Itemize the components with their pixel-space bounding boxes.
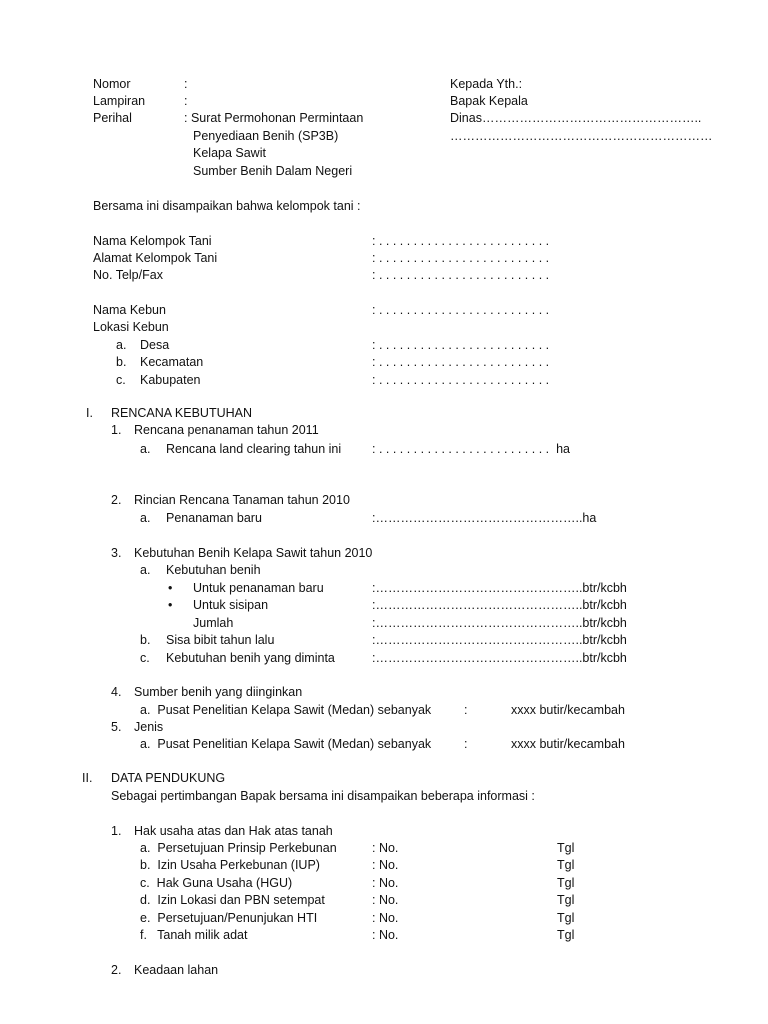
section2-title: DATA PENDUKUNG: [111, 771, 226, 785]
telp-value: : . . . . . . . . . . . . . . . . . . . . . . . . .: [372, 268, 550, 282]
item3a-marker: a.: [140, 563, 151, 577]
hak-row-tgl: Tgl: [557, 876, 575, 890]
hak-row-label: d. Izin Lokasi dan PBN setempat: [140, 893, 325, 907]
kepada-line4: ………………………………………………………: [450, 129, 713, 143]
hak-row-tgl: Tgl: [557, 911, 575, 925]
item4a-colon: :: [464, 703, 468, 717]
item5a-colon: :: [464, 737, 468, 751]
hak-row-tgl: Tgl: [557, 858, 575, 872]
hak-row-no: : No.: [372, 876, 399, 890]
item2a-value: :…………………………………………..ha: [372, 511, 597, 525]
nama-kelompok-label: Nama Kelompok Tani: [93, 234, 212, 248]
item3b-marker: b.: [140, 633, 151, 647]
item3-text: Kebutuhan Benih Kelapa Sawit tahun 2010: [134, 546, 373, 560]
hak-row-label: b. Izin Usaha Perkebunan (IUP): [140, 858, 320, 872]
perihal-line1: : Surat Permohonan Permintaan: [184, 111, 364, 125]
lampiran-colon: :: [184, 94, 188, 108]
item4a-text: a. Pusat Penelitian Kelapa Sawit (Medan) sebanyak: [140, 703, 432, 717]
item2-text: Rincian Rencana Tanaman tahun 2010: [134, 493, 350, 507]
lampiran-label: Lampiran: [93, 94, 146, 108]
hak-heading: Hak usaha atas dan Hak atas tanah: [134, 824, 333, 838]
section2-intro: Sebagai pertimbangan Bapak bersama ini disampaikan beberapa informasi :: [111, 789, 535, 803]
item3a1-value: :…………………………………………..btr/kcbh: [372, 581, 627, 595]
item4-number: 4.: [111, 685, 122, 699]
alamat-kelompok-value: : . . . . . . . . . . . . . . . . . . . . . . . . .: [372, 251, 550, 265]
item3a3-text: Jumlah: [193, 616, 234, 630]
item3c-value: :…………………………………………..btr/kcbh: [372, 651, 627, 665]
nama-kebun-value: : . . . . . . . . . . . . . . . . . . . . . . . . .: [372, 303, 550, 317]
kabupaten-value: : . . . . . . . . . . . . . . . . . . . . . . . . .: [372, 373, 550, 387]
perihal-line2: Penyediaan Benih (SP3B): [193, 129, 339, 143]
item2a-text: Penanaman baru: [166, 511, 262, 525]
kecamatan-label: Kecamatan: [140, 355, 204, 369]
item5a-value: xxxx butir/kecambah: [511, 737, 625, 751]
lokasi-kebun-label: Lokasi Kebun: [93, 320, 169, 334]
item3a1-text: Untuk penanaman baru: [193, 581, 324, 595]
item4-text: Sumber benih yang diinginkan: [134, 685, 303, 699]
item1-text: Rencana penanaman tahun 2011: [134, 423, 319, 437]
item2a-marker: a.: [140, 511, 151, 525]
item1a-marker: a.: [140, 442, 151, 456]
item3a2-value: :…………………………………………..btr/kcbh: [372, 598, 627, 612]
item3-number: 3.: [111, 546, 122, 560]
kecamatan-value: : . . . . . . . . . . . . . . . . . . . . . . . . .: [372, 355, 550, 369]
item5a-text: a. Pusat Penelitian Kelapa Sawit (Medan) sebanyak: [140, 737, 432, 751]
nama-kelompok-value: : . . . . . . . . . . . . . . . . . . . . . . . . .: [372, 234, 550, 248]
section1-number: I.: [86, 406, 93, 420]
item1a-text: Rencana land clearing tahun ini: [166, 442, 342, 456]
desa-marker: a.: [116, 338, 127, 352]
hak-row-label: a. Persetujuan Prinsip Perkebunan: [140, 841, 337, 855]
item1-number: 1.: [111, 423, 122, 437]
kabupaten-marker: c.: [116, 373, 126, 387]
item3a-text: Kebutuhan benih: [166, 563, 261, 577]
kepada-line2: Bapak Kepala: [450, 94, 528, 108]
kecamatan-marker: b.: [116, 355, 127, 369]
item3a2-text: Untuk sisipan: [193, 598, 269, 612]
hak-row-no: : No.: [372, 928, 399, 942]
hak-row-tgl: Tgl: [557, 928, 575, 942]
perihal-line4: Sumber Benih Dalam Negeri: [193, 164, 353, 178]
hak-row-tgl: Tgl: [557, 893, 575, 907]
item3b-value: :…………………………………………..btr/kcbh: [372, 633, 627, 647]
section2-number: II.: [82, 771, 93, 785]
hak-row-no: : No.: [372, 911, 399, 925]
hak-row-no: : No.: [372, 841, 399, 855]
item3c-text: Kebutuhan benih yang diminta: [166, 651, 335, 665]
section1-title: RENCANA KEBUTUHAN: [111, 406, 252, 420]
item4a-value: xxxx butir/kecambah: [511, 703, 625, 717]
perihal-label: Perihal: [93, 111, 132, 125]
hak-row-no: : No.: [372, 858, 399, 872]
item3c-marker: c.: [140, 651, 150, 665]
nomor-colon: :: [184, 77, 188, 91]
kepada-line3: Dinas……………………………………………..: [450, 111, 702, 125]
hak-row-no: : No.: [372, 893, 399, 907]
item5-text: Jenis: [134, 720, 164, 734]
perihal-line3: Kelapa Sawit: [193, 146, 266, 160]
hak-row-label: e. Persetujuan/Penunjukan HTI: [140, 911, 318, 925]
hak-number: 1.: [111, 824, 122, 838]
item3a3-value: :…………………………………………..btr/kcbh: [372, 616, 627, 630]
intro-text: Bersama ini disampaikan bahwa kelompok tani :: [93, 199, 361, 213]
keadaan-heading: Keadaan lahan: [134, 963, 219, 977]
desa-value: : . . . . . . . . . . . . . . . . . . . . . . . . .: [372, 338, 550, 352]
nomor-label: Nomor: [93, 77, 131, 91]
kepada-line1: Kepada Yth.:: [450, 77, 523, 91]
hak-row-label: c. Hak Guna Usaha (HGU): [140, 876, 293, 890]
kabupaten-label: Kabupaten: [140, 373, 201, 387]
item1a-value: : . . . . . . . . . . . . . . . . . . . . . . . . . ha: [372, 442, 570, 456]
alamat-kelompok-label: Alamat Kelompok Tani: [93, 251, 218, 265]
bullet: •: [168, 598, 173, 612]
bullet: •: [168, 581, 173, 595]
hak-row-label: f. Tanah milik adat: [140, 928, 248, 942]
item2-number: 2.: [111, 493, 122, 507]
item3b-text: Sisa bibit tahun lalu: [166, 633, 275, 647]
keadaan-number: 2.: [111, 963, 122, 977]
desa-label: Desa: [140, 338, 170, 352]
nama-kebun-label: Nama Kebun: [93, 303, 166, 317]
item5-number: 5.: [111, 720, 122, 734]
hak-row-tgl: Tgl: [557, 841, 575, 855]
telp-label: No. Telp/Fax: [93, 268, 163, 282]
